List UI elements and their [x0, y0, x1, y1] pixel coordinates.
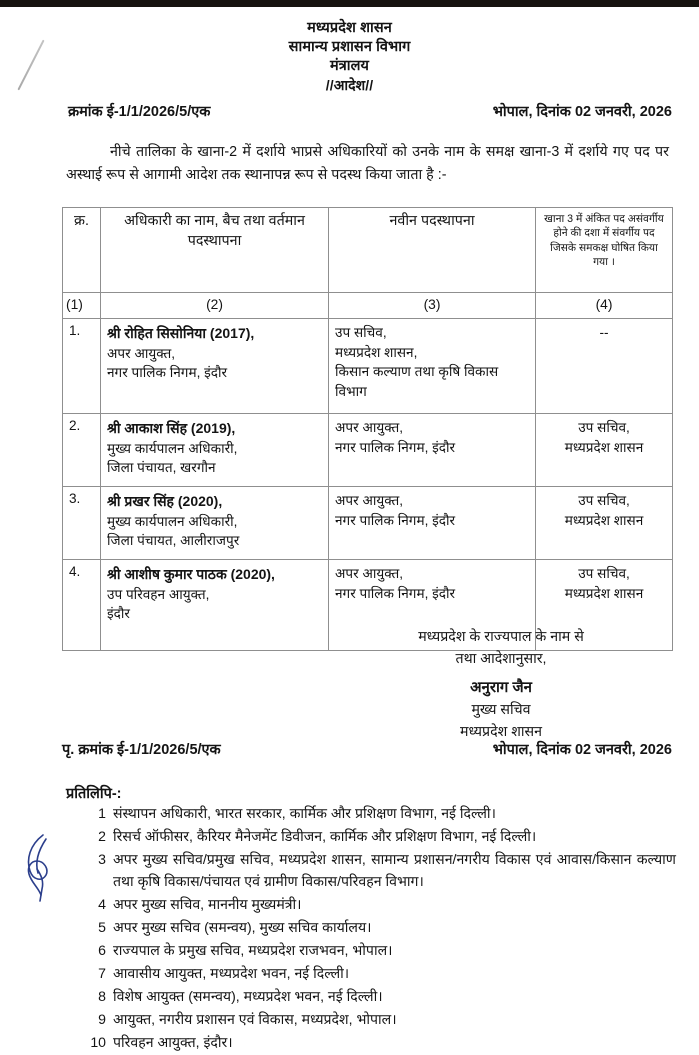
list-item [86, 803, 676, 825]
signature-authority-line1: मध्यप्रदेश के राज्यपाल के नाम से [418, 629, 584, 645]
officer-name: श्री रोहित सिसोनिया (2017), [107, 325, 255, 341]
row-new-posting [329, 319, 536, 414]
officer-current-post-line1: उप परिवहन आयुक्त, [107, 586, 210, 602]
signatory-name: अनुराग जैन [470, 679, 532, 697]
row-serial: 2. [63, 414, 101, 487]
list-item-text: आयुक्त, नगरीय प्रशासन एवं विकास, मध्यप्रदेश, भोपाल। [113, 1010, 397, 1027]
officer-current-post-line1: अपर आयुक्त, [107, 345, 176, 361]
officer-current-post-line1: मुख्य कार्यपालन अधिकारी, [107, 513, 238, 529]
list-item [86, 986, 676, 1008]
list-item-index: 10 [90, 1033, 106, 1050]
list-item [86, 963, 676, 985]
list-item [86, 917, 676, 939]
row-new-posting [329, 414, 536, 487]
new-post-line4: विभाग [335, 383, 367, 399]
endorsement-number: पृ. क्रमांक ई-1/1/2026/5/एक [62, 742, 221, 758]
new-post-line2: नगर पालिक निगम, इंदौर [335, 512, 456, 528]
equivalent-post-line1: उप सचिव, [578, 420, 630, 435]
officer-name: श्री प्रखर सिंह (2020), [107, 493, 223, 509]
column-header-officer: अधिकारी का नाम, बैच तथा वर्तमान पदस्थापना [101, 208, 329, 293]
heading-line-secretariat: मंत्रालय [329, 57, 370, 74]
list-item-text: अपर मुख्य सचिव/प्रमुख सचिव, मध्यप्रदेश शासन, सामान्य प्रशासन/नगरीय विकास एवं आवास/किसान कल्याण तथा कृषि विकास/पंचायत एवं ग्रामीण विकास/परिवहन विभाग। [113, 850, 676, 889]
list-item-index: 8 [98, 987, 106, 1004]
list-item-index: 7 [98, 964, 106, 981]
list-item [86, 849, 676, 893]
list-item [86, 940, 676, 962]
endorsement-place-date: भोपाल, दिनांक 02 जनवरी, 2026 [492, 742, 672, 758]
row-officer-details [101, 414, 329, 487]
list-item [86, 894, 676, 916]
list-item [86, 1009, 676, 1031]
ink-initial-signature-mark [16, 829, 60, 909]
column-number-1: (1) [63, 293, 101, 319]
list-item-text: परिवहन आयुक्त, इंदौर। [113, 1033, 233, 1050]
equivalent-post-line2: मध्यप्रदेश शासन [564, 439, 644, 455]
officer-current-post-line2: जिला पंचायत, खरगौन [107, 460, 216, 476]
list-item [86, 1032, 676, 1054]
list-item-text: रिसर्च ऑफीसर, कैरियर मैनेजमेंट डिवीजन, कार्मिक और प्रशिक्षण विभाग, नई दिल्ली। [113, 827, 537, 844]
order-number: क्रमांक ई-1/1/2026/5/एक [68, 103, 211, 120]
list-item-index: 2 [98, 827, 106, 844]
officer-current-post-line1: मुख्य कार्यपालन अधिकारी, [107, 440, 238, 456]
signature-block [330, 627, 672, 743]
heading-line-order: //आदेश// [325, 76, 374, 93]
list-item-index: 9 [98, 1010, 106, 1027]
column-number-2: (2) [101, 293, 329, 319]
new-post-line3: किसान कल्याण तथा कृषि विकास [335, 364, 499, 380]
list-item-text: अपर मुख्य सचिव (समन्वय), मुख्य सचिव कार्यालय। [113, 918, 372, 935]
equivalent-post-line1: -- [599, 325, 609, 340]
new-post-line2: नगर पालिक निगम, इंदौर [335, 585, 456, 601]
copy-to-list [86, 803, 676, 1055]
table-row [63, 319, 673, 414]
table-header-row [63, 208, 673, 293]
document-page [0, 7, 699, 1050]
row-new-posting [329, 487, 536, 560]
page-top-border [0, 0, 699, 7]
officer-name: श्री आशीष कुमार पाठक (2020), [107, 566, 275, 582]
new-post-line1: उप सचिव, [335, 325, 387, 340]
column-header-equivalent-post: खाना 3 में अंकित पद असंवर्गीय होने की दशा में संवर्गीय पद जिसके समकक्ष घोषित किया गया । [536, 208, 673, 293]
column-number-3: (3) [329, 293, 536, 319]
list-item-index: 1 [98, 805, 106, 821]
new-post-line1: अपर आयुक्त, [335, 566, 404, 581]
officer-current-post-line2: इंदौर [107, 606, 130, 622]
row-officer-details [101, 487, 329, 560]
list-item-text: राज्यपाल के प्रमुख सचिव, मध्यप्रदेश राजभवन, भोपाल। [113, 941, 393, 958]
copy-to-title: प्रतिलिपि-: [66, 786, 122, 802]
list-item-index: 4 [98, 895, 106, 912]
row-officer-details [101, 560, 329, 651]
officer-current-post-line2: जिला पंचायत, आलीराजपुर [107, 533, 240, 549]
row-equivalent-post [536, 414, 673, 487]
officer-current-post-line2: नगर पालिक निगम, इंदौर [107, 365, 228, 381]
row-equivalent-post [536, 319, 673, 414]
new-post-line2: मध्यप्रदेश शासन, [335, 344, 418, 360]
endorsement-line [0, 739, 699, 761]
new-post-line1: अपर आयुक्त, [335, 420, 404, 435]
document-heading [0, 7, 699, 94]
order-meta-line [0, 101, 699, 123]
table-row [63, 414, 673, 487]
list-item-text: अपर मुख्य सचिव, माननीय मुख्यमंत्री। [113, 895, 302, 912]
equivalent-post-line2: मध्यप्रदेश शासन [564, 512, 644, 528]
row-serial: 4. [63, 560, 101, 651]
posting-order-table [62, 207, 673, 651]
equivalent-post-line1: उप सचिव, [578, 566, 630, 581]
list-item [86, 826, 676, 848]
officer-name: श्री आकाश सिंह (2019), [107, 420, 236, 436]
list-item-text: संस्थापन अधिकारी, भारत सरकार, कार्मिक और प्रशिक्षण विभाग, नई दिल्ली। [113, 805, 496, 821]
equivalent-post-line2: मध्यप्रदेश शासन [564, 585, 644, 601]
row-serial: 3. [63, 487, 101, 560]
column-number-4: (4) [536, 293, 673, 319]
equivalent-post-line1: उप सचिव, [578, 493, 630, 508]
row-serial: 1. [63, 319, 101, 414]
new-post-line2: नगर पालिक निगम, इंदौर [335, 439, 456, 455]
order-place-date: भोपाल, दिनांक 02 जनवरी, 2026 [492, 103, 672, 120]
row-officer-details [101, 319, 329, 414]
intro-paragraph: नीचे तालिका के खाना-2 में दर्शाये भाप्रसे अधिकारियों को उनके नाम के समक्ष खाना-3 में दर्शाये गए पद पर अस्थाई रूप से आगामी आदेश तक स्थानापन्न रूप से पदस्थ किया जाता है :- [66, 143, 669, 183]
list-item-text: आवासीय आयुक्त, मध्यप्रदेश भवन, नई दिल्ली। [113, 964, 350, 981]
column-header-new-posting: नवीन पदस्थापना [329, 208, 536, 293]
column-header-serial: क्र. [63, 208, 101, 293]
table-column-number-row [63, 293, 673, 319]
list-item-index: 3 [98, 850, 106, 867]
row-equivalent-post [536, 487, 673, 560]
table-row [63, 487, 673, 560]
list-item-index: 6 [98, 941, 106, 958]
signature-authority-line2: तथा आदेशानुसार, [455, 650, 547, 667]
heading-line-government: मध्यप्रदेश शासन [307, 20, 392, 36]
signatory-government: मध्यप्रदेश शासन [459, 723, 543, 740]
new-post-line1: अपर आयुक्त, [335, 493, 404, 508]
heading-line-department: सामान्य प्रशासन विभाग [288, 38, 411, 55]
list-item-text: विशेष आयुक्त (समन्वय), मध्यप्रदेश भवन, नई दिल्ली। [113, 987, 383, 1004]
signatory-designation: मुख्य सचिव [471, 701, 531, 718]
list-item-index: 5 [98, 918, 106, 935]
